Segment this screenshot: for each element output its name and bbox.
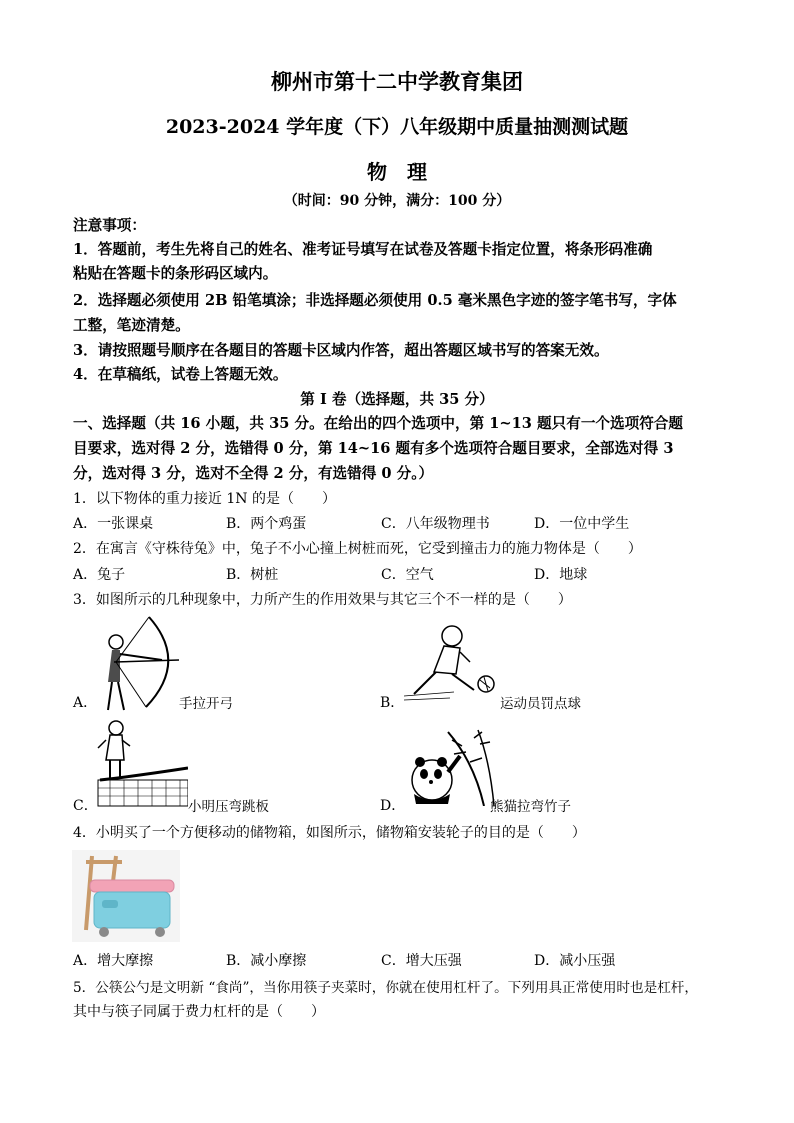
q5-stem-line-1: 5．公筷公勺是文明新 “食尚”，当你用筷子夹菜时，你就在使用杠杆了。下列用具正常使用时也是杠杆，	[73, 980, 698, 996]
q1-option-b: B．两个鸡蛋	[226, 516, 307, 532]
notice-line-6: 4．在草稿纸，试卷上答题无效。	[73, 366, 288, 383]
q3-option-d-caption: 熊猫拉弯竹子	[490, 799, 571, 815]
q3-option-c-letter: C．	[73, 798, 98, 814]
q1-option-d: D．一位中学生	[534, 516, 630, 532]
q1-option-a: A．一张课桌	[73, 516, 154, 532]
notice-line-4: 工整，笔迹清楚。	[73, 317, 190, 334]
q5-stem-line-2: 其中与筷子同属于费力杠杆的是（ ）	[73, 1004, 325, 1020]
section-title: 第 I 卷（选择题，共 35 分）	[300, 391, 494, 408]
notice-line-2: 粘贴在答题卡的条形码区域内。	[73, 265, 278, 282]
q3-option-a-letter: A．	[73, 695, 98, 711]
q2-option-c: C．空气	[381, 567, 434, 583]
q3-option-c-caption: 小明压弯跳板	[188, 799, 269, 815]
section-intro-3: 分，选对得 3 分，选对不全得 2 分，有选错得 0 分。）	[73, 465, 434, 482]
q4-option-a: A．增大摩擦	[73, 953, 154, 969]
q3-option-d-letter: D．	[380, 798, 406, 814]
q2-option-a: A．兔子	[73, 567, 126, 583]
school-name: 柳州市第十二中学教育集团	[271, 69, 523, 94]
q3-option-a-caption: 手拉开弓	[179, 696, 233, 712]
notice-line-1: 1．答题前，考生先将自己的姓名、准考证号填写在试卷及答题卡指定位置，将条形码准确	[73, 241, 653, 258]
q1-option-c: C．八年级物理书	[381, 516, 490, 532]
q3-option-b-caption: 运动员罚点球	[500, 696, 581, 712]
q4-option-d: D．减小压强	[534, 953, 616, 969]
q4-stem: 4．小明买了一个方便移动的储物箱，如图所示，储物箱安装轮子的目的是（ ）	[73, 825, 586, 841]
kicker-figure	[404, 622, 496, 708]
storage-box-figure	[72, 850, 180, 942]
subject-title: 物 理	[367, 160, 427, 184]
section-intro-2: 目要求，选对得 2 分，选错得 0 分，第 14~16 题有多个选项符合题目要求，全部选对得 3	[73, 440, 674, 457]
q3-stem: 3．如图所示的几种现象中，力所产生的作用效果与其它三个不一样的是（ ）	[73, 592, 572, 608]
q2-option-b: B．树桩	[226, 567, 279, 583]
panda-bamboo-figure	[404, 722, 500, 806]
diving-board-figure	[96, 718, 188, 810]
section-intro-1: 一、选择题（共 16 小题，共 35 分。在给出的四个选项中，第 1~13 题只有一个选项符合题	[73, 415, 683, 432]
q2-stem: 2．在寓言《守株待兔》中，兔子不小心撞上树桩而死，它受到撞击力的施力物体是（ ）	[73, 541, 642, 557]
exam-title: 2023-2024 学年度（下）八年级期中质量抽测测试题	[165, 116, 629, 138]
q4-option-c: C．增大压强	[381, 953, 462, 969]
archer-figure	[94, 612, 184, 712]
notice-line-5: 3．请按照题号顺序在各题目的答题卡区域内作答，超出答题区域书写的答案无效。	[73, 342, 609, 359]
q1-stem: 1．以下物体的重力接近 1N 的是（ ）	[73, 491, 336, 507]
q4-option-b: B．减小摩擦	[226, 953, 307, 969]
time-info: （时间：90 分钟，满分：100 分）	[283, 193, 511, 209]
notice-heading: 注意事项：	[73, 217, 146, 234]
notice-line-3: 2．选择题必须使用 2B 铅笔填涂；非选择题必须使用 0.5 毫米黑色字迹的签字笔书写，字体	[73, 292, 677, 309]
q2-option-d: D．地球	[534, 567, 588, 583]
q3-option-b-letter: B．	[380, 695, 405, 711]
